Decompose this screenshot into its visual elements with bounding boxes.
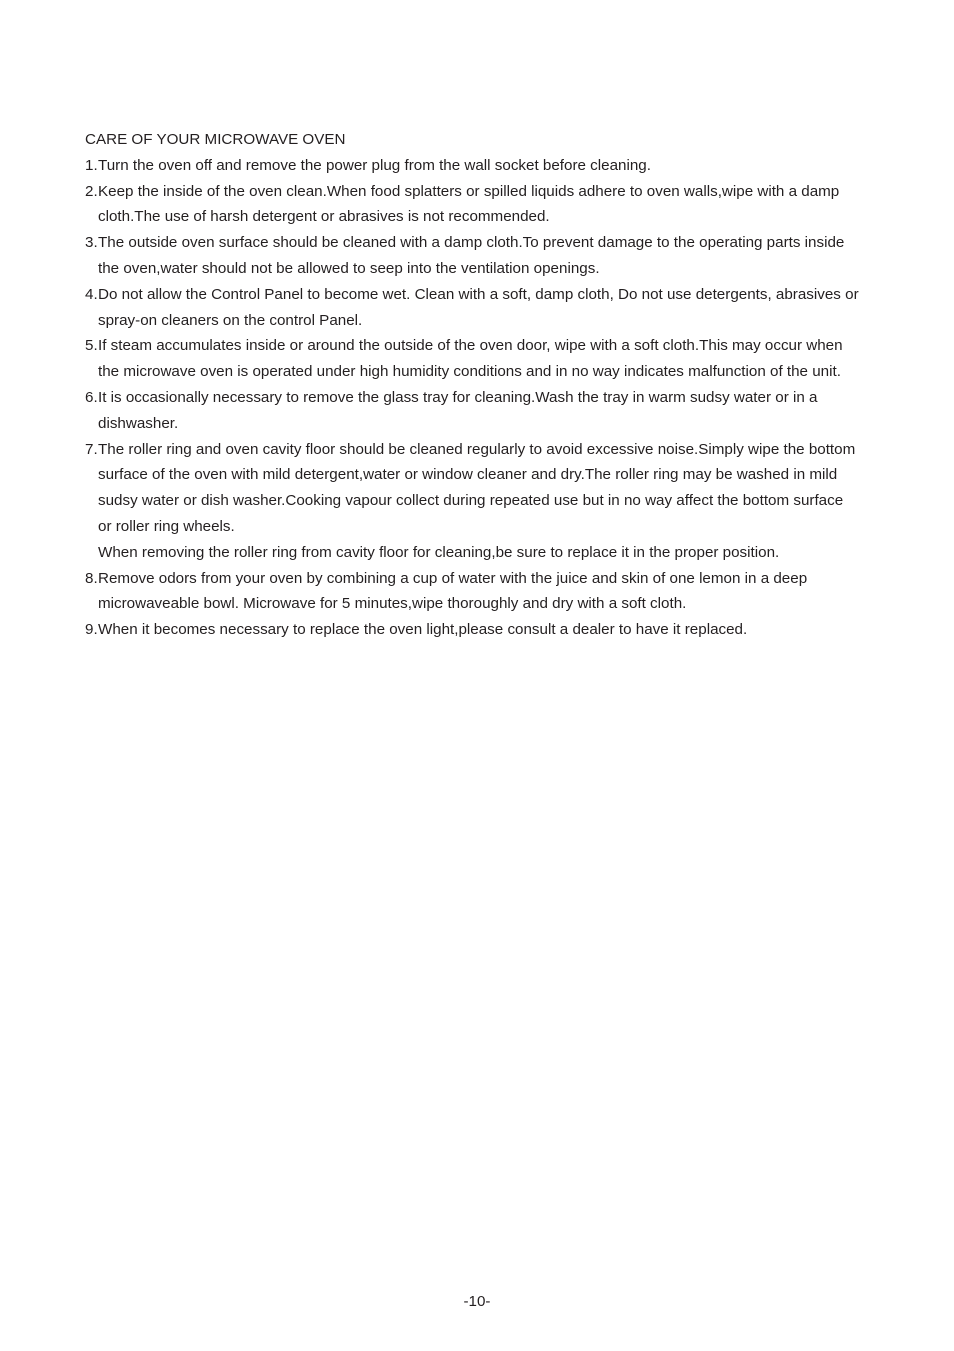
- list-item: [85, 282, 860, 334]
- item-number: 3.: [85, 234, 98, 252]
- item-number: 6.: [85, 388, 98, 406]
- item-text: When it becomes necessary to replace the oven light,please consult a dealer to have it replaced.: [98, 621, 748, 639]
- item-text: Do not allow the Control Panel to become wet. Clean with a soft, damp cloth, Do not use detergents, abrasives or spray-on cleaners on the control Panel.: [98, 285, 859, 329]
- list-item: [85, 153, 860, 179]
- item-text: Remove odors from your oven by combining a cup of water with the juice and skin of one lemon in a deep microwaveable bowl. Microwave for 5 minutes,wipe thoroughly and dry with a soft cloth.: [98, 569, 808, 613]
- list-item: [85, 437, 860, 540]
- page-number: -10-: [463, 1293, 491, 1310]
- item-text: Turn the oven off and remove the power plug from the wall socket before cleaning.: [98, 156, 651, 174]
- list-item: [85, 617, 860, 643]
- item-number: 2.: [85, 182, 98, 200]
- item-number: 5.: [85, 337, 98, 355]
- list-item: [85, 179, 860, 231]
- item-continuation: When removing the roller ring from cavity floor for cleaning,be sure to replace it in the proper position.: [98, 543, 780, 561]
- list-item: [85, 385, 860, 437]
- item-text: It is occasionally necessary to remove the glass tray for cleaning.Wash the tray in warm sudsy water or in a dishwasher.: [98, 388, 818, 432]
- item-text: Keep the inside of the oven clean.When food splatters or spilled liquids adhere to oven walls,wipe with a damp cloth.The use of harsh detergent or abrasives is not recommended.: [98, 182, 840, 226]
- item-number: 9.: [85, 621, 98, 639]
- care-instructions: [85, 127, 860, 643]
- list-item: [85, 566, 860, 618]
- section-heading: CARE OF YOUR MICROWAVE OVEN: [85, 131, 346, 148]
- item-number: 4.: [85, 285, 98, 303]
- item-number: 7.: [85, 440, 98, 458]
- list-item: [85, 230, 860, 282]
- item-text: The outside oven surface should be cleaned with a damp cloth.To prevent damage to the operating parts inside the oven,water should not be allowed to seep into the ventilation openings.: [98, 234, 845, 277]
- item-number: 1.: [85, 156, 98, 174]
- list-item: [85, 333, 860, 385]
- item-text: The roller ring and oven cavity floor should be cleaned regularly to avoid excessive noise.Simply wipe the bottom surface of the oven with mild detergent,water or window cleaner and dry.The roller ring may be washed in mild sudsy water or dish washer.Cooking vapour collect during repeated use but in no way affect the bottom surface or roller ring wheels.: [98, 440, 856, 535]
- item-text: If steam accumulates inside or around the outside of the oven door, wipe with a soft cloth.This may occur when the microwave oven is operated under high humidity conditions and in no way indicates malfunction of the unit.: [98, 337, 843, 381]
- item-number: 8.: [85, 569, 98, 587]
